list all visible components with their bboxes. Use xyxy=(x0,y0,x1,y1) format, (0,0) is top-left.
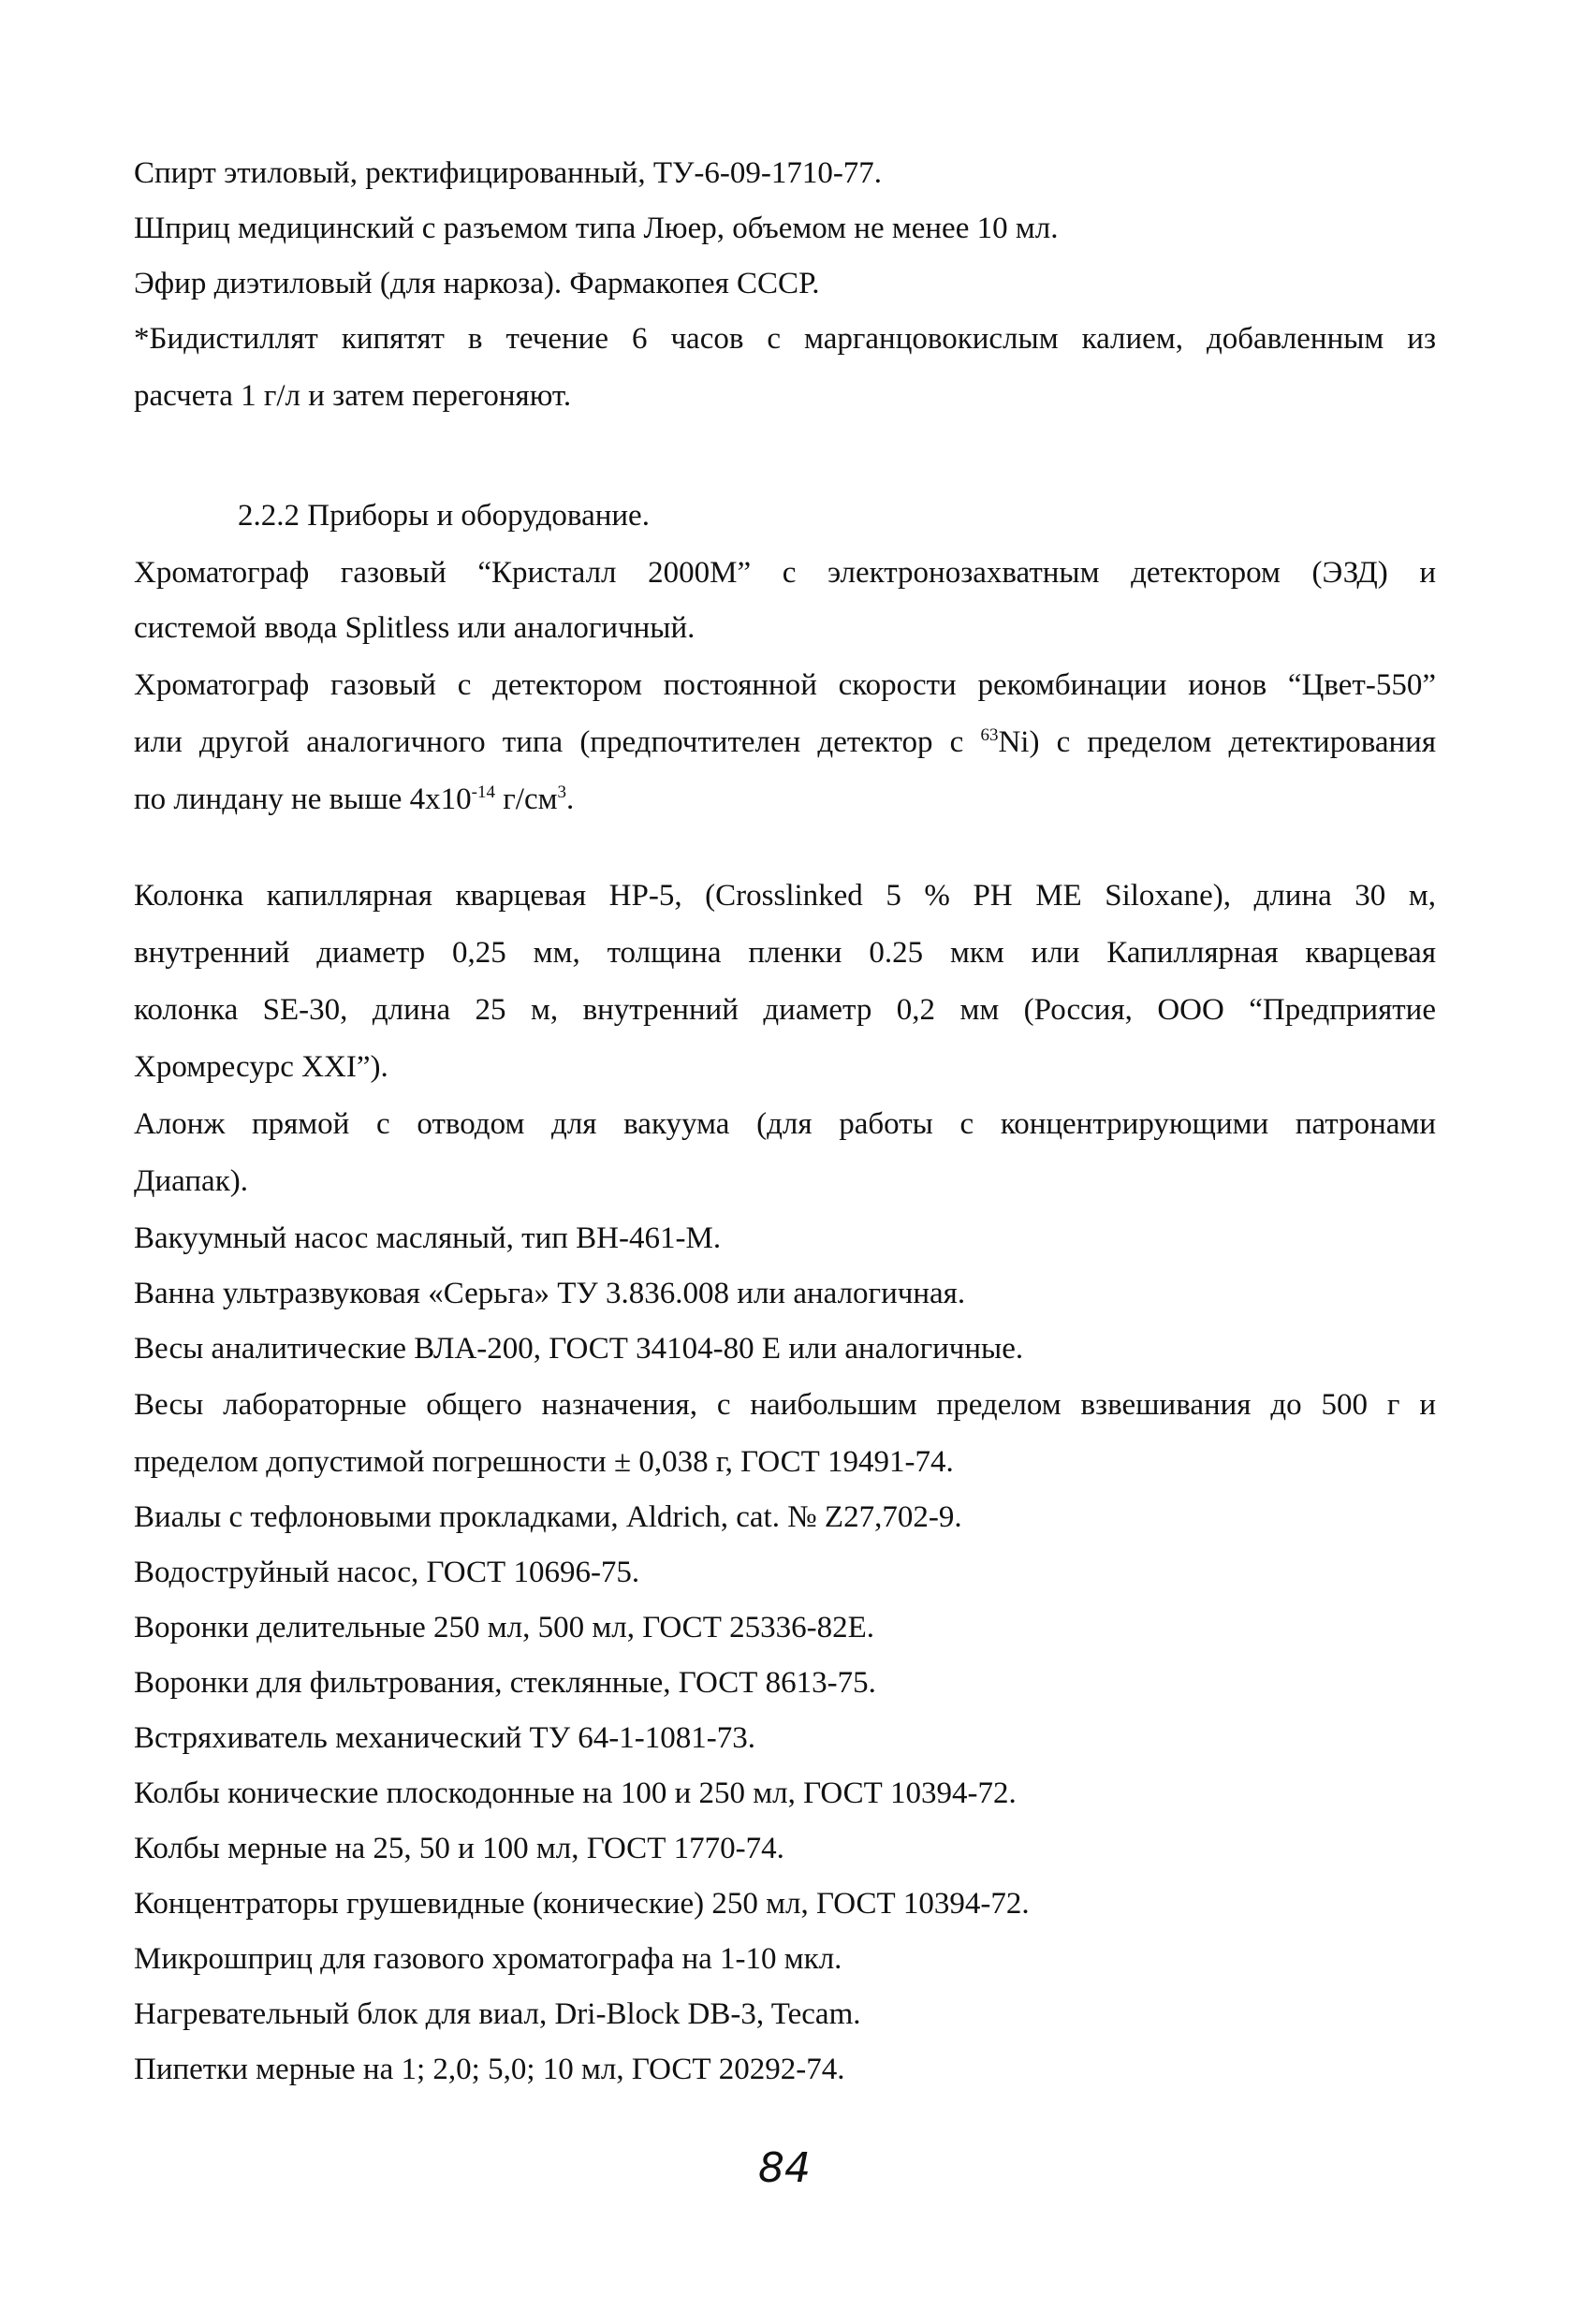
text-line-water-jet-pump: Водоструйный насос, ГОСТ 10696-75. xyxy=(134,1556,640,1589)
text-line-vials: Виалы с тефлоновыми прокладками, Aldrich, cat. № Z27,702-9. xyxy=(134,1500,962,1534)
superscript-exponent: -14 xyxy=(471,782,495,802)
superscript-isotope: 63 xyxy=(980,725,999,745)
text-line-vacuum-pump: Вакуумный насос масляный, тип ВН-461-М. xyxy=(134,1221,722,1255)
text-line-ultrasonic-bath: Ванна ультразвуковая «Серьга» ТУ 3.836.008 или аналогичная. xyxy=(134,1277,966,1310)
page-number: 84 xyxy=(758,2144,811,2192)
text-line-column-hp5: Колонка капиллярная кварцевая HP-5, (Crosslinked 5 % PH ME Siloxane), длина 30 м, xyxy=(134,879,1436,913)
text-line-column-supplier: Хромресурс XXI”). xyxy=(134,1050,388,1084)
superscript-cube: 3 xyxy=(557,782,566,802)
text-line-allonge: Алонж прямой с отводом для вакуума (для работы с концентрирующими патронами xyxy=(134,1107,1436,1141)
text-segment: г/см xyxy=(495,782,558,816)
text-line-reagent-ether: Эфир диэтиловый (для наркоза). Фармакопея СССР. xyxy=(134,267,820,300)
text-line-heating-block: Нагревательный блок для виал, Dri-Block DB-3, Tecam. xyxy=(134,1997,861,2031)
text-segment: или другой аналогичного типа (предпочтителен детектор с xyxy=(134,725,981,759)
text-line-chromatograph-tsvet: Хроматограф газовый с детектором постоянной скорости рекомбинации ионов “Цвет-550” xyxy=(134,668,1436,702)
text-line-microsyringe: Микрошприц для газового хроматографа на 1-10 мкл. xyxy=(134,1942,842,1976)
text-line-pipettes: Пипетки мерные на 1; 2,0; 5,0; 10 мл, ГОСТ 20292-74. xyxy=(134,2053,845,2086)
text-line-separatory-funnels: Воронки делительные 250 мл, 500 мл, ГОСТ 25336-82Е. xyxy=(134,1611,875,1644)
text-line-chromatograph-tsvet-cont xyxy=(134,724,1436,761)
text-segment: по линдану не выше 4x10 xyxy=(134,782,472,816)
text-segment: . xyxy=(565,782,575,816)
text-line-footnote-continued: расчета 1 г/л и затем перегоняют. xyxy=(134,379,572,413)
text-line-shaker: Встряхиватель механический ТУ 64-1-1081-73. xyxy=(134,1721,756,1755)
text-line-conical-flasks: Колбы конические плоскодонные на 100 и 250 мл, ГОСТ 10394-72. xyxy=(134,1776,1017,1810)
text-segment: Ni) с пределом детектирования xyxy=(998,725,1436,759)
text-line-column-diameter: внутренний диаметр 0,25 мм, толщина пленки 0.25 мкм или Капиллярная кварцевая xyxy=(134,936,1436,970)
text-line-volumetric-flasks: Колбы мерные на 25, 50 и 100 мл, ГОСТ 1770-74. xyxy=(134,1832,784,1865)
text-line-allonge-cont: Диапак). xyxy=(134,1164,248,1198)
text-line-lab-balance: Весы лабораторные общего назначения, с наибольшим пределом взвешивания до 500 г и xyxy=(134,1388,1436,1422)
text-line-column-se30: колонка SE-30, длина 25 м, внутренний диаметр 0,2 мм (Россия, ООО “Предприятие xyxy=(134,993,1436,1027)
text-line-reagent-syringe: Шприц медицинский с разъемом типа Люер, объемом не менее 10 мл. xyxy=(134,212,1059,245)
text-line-chromatograph-kristall: Хроматограф газовый “Кристалл 2000М” с электронозахватным детектором (ЭЗД) и xyxy=(134,556,1436,590)
section-heading: 2.2.2 Приборы и оборудование. xyxy=(238,499,650,533)
text-line-concentrators: Концентраторы грушевидные (конические) 250 мл, ГОСТ 10394-72. xyxy=(134,1887,1030,1921)
text-line-footnote-bidistillate: *Бидистиллят кипятят в течение 6 часов с марганцовокислым калием, добавленным из xyxy=(134,322,1436,356)
text-line-filter-funnels: Воронки для фильтрования, стеклянные, ГОСТ 8613-75. xyxy=(134,1666,876,1700)
text-line-lab-balance-cont: пределом допустимой погрешности ± 0,038 г, ГОСТ 19491-74. xyxy=(134,1445,954,1479)
text-line-analytical-balance: Весы аналитические ВЛА-200, ГОСТ 34104-80 Е или аналогичные. xyxy=(134,1332,1024,1366)
text-line-chromatograph-kristall-cont: системой ввода Splitless или аналогичный. xyxy=(134,611,696,645)
text-line-detection-limit xyxy=(134,781,574,818)
text-line-reagent-ethanol: Спирт этиловый, ректифицированный, ТУ-6-09-1710-77. xyxy=(134,156,883,190)
